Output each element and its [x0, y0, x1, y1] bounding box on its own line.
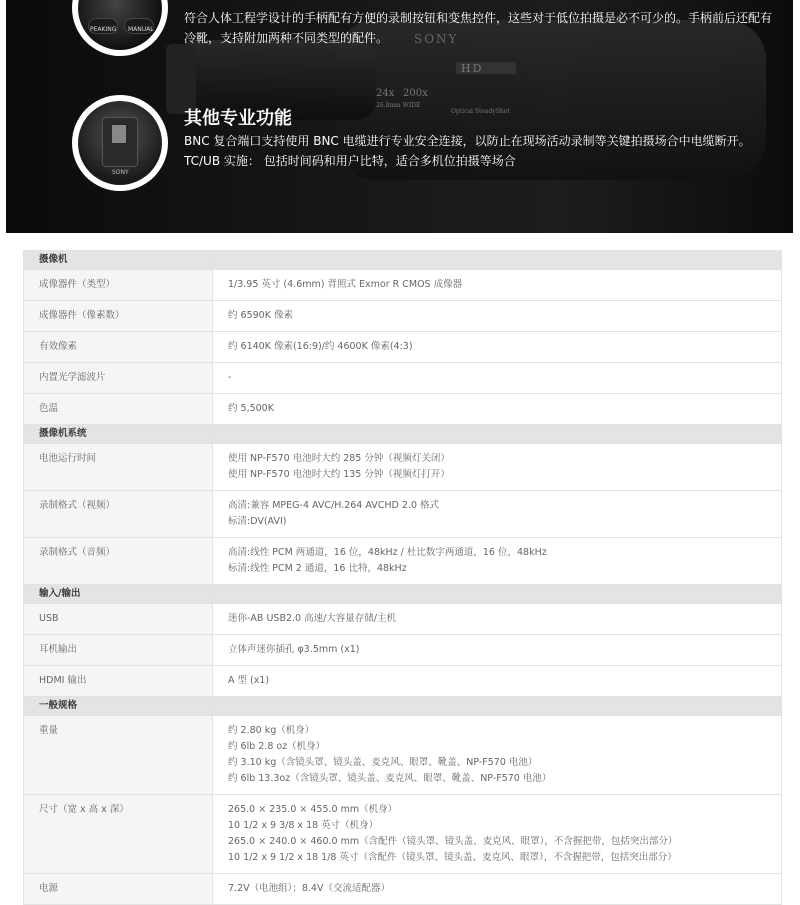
section-filler — [213, 697, 782, 716]
spec-value — [213, 394, 782, 425]
steadyshot-label: Optical SteadyShot — [451, 108, 510, 115]
rear-brand-logo: SONY — [112, 169, 129, 176]
spec-row — [24, 604, 782, 635]
spec-label: 电源 — [24, 874, 213, 905]
spec-value — [213, 604, 782, 635]
spec-value — [213, 301, 782, 332]
spec-value-line: 高清:兼容 MPEG-4 AVC/H.264 AVCHD 2.0 格式 — [228, 500, 440, 511]
spec-table — [23, 250, 782, 905]
spec-value-line: 约 3.10 kg（含镜头罩、镜头盖、麦克风、眼罩、靴盖、NP-F570 电池） — [228, 757, 538, 768]
section-title: 一般规格 — [24, 697, 213, 716]
spec-row — [24, 666, 782, 697]
spec-row — [24, 635, 782, 666]
lens-label: 26.8mm WIDE — [376, 102, 421, 109]
section-title: 输入/输出 — [24, 585, 213, 604]
spec-value-line: 约 6590K 像素 — [228, 310, 293, 321]
spec-row — [24, 394, 782, 425]
spec-value — [213, 270, 782, 301]
spec-value-line: 265.0 × 240.0 × 460.0 mm（含配件（镜头罩、镜头盖、麦克风、眼罩），不含握把带，包括突出部分） — [228, 836, 678, 847]
feature-title: 其他专业功能 — [184, 108, 292, 129]
spec-value — [213, 363, 782, 394]
spec-label: 成像器件（类型） — [24, 270, 213, 301]
spec-label: 内置光学滤波片 — [24, 363, 213, 394]
spec-value-line: 7.2V（电池组）；8.4V（交流适配器） — [228, 883, 390, 894]
spec-value-line: 约 6lb 13.3oz（含镜头罩、镜头盖、麦克风、眼罩、靴盖、NP-F570 电池） — [228, 773, 552, 784]
spec-label: 电池运行时间 — [24, 444, 213, 491]
feature-banner — [6, 0, 793, 233]
peaking-label: PEAKING — [90, 26, 117, 33]
spec-value — [213, 332, 782, 363]
spec-row — [24, 538, 782, 585]
spec-value — [213, 491, 782, 538]
spec-label: 录制格式（视频） — [24, 491, 213, 538]
spec-row — [24, 270, 782, 301]
spec-value-line: A 型 (x1) — [228, 675, 270, 686]
spec-label: 耳机输出 — [24, 635, 213, 666]
hd-logo: HD — [461, 62, 484, 75]
spec-label: USB — [24, 604, 213, 635]
grip-description-line1: 符合人体工程学设计的手柄配有方便的录制按钮和变焦控件，这些对于低位拍摄是必不可少的。手柄前后还配有 — [184, 11, 773, 25]
manual-label: MANUAL — [128, 26, 154, 33]
spec-label: 重量 — [24, 716, 213, 795]
spec-label: 成像器件（像素数） — [24, 301, 213, 332]
spec-value-line: 约 6140K 像素(16:9)/约 4600K 像素(4:3) — [228, 341, 413, 352]
spec-value-line: 迷你-AB USB2.0 高速/大容量存储/主机 — [228, 613, 396, 624]
rear-view-closeup — [72, 95, 168, 191]
spec-section-header — [24, 585, 782, 604]
spec-value-line: 使用 NP-F570 电池时大约 285 分钟（视频灯关闭） — [228, 453, 450, 464]
spec-value-line: 立体声迷你插孔 φ3.5mm (x1) — [228, 644, 360, 655]
spec-value-line: 标清:DV(AVI) — [228, 516, 287, 527]
section-title: 摄像机系统 — [24, 425, 213, 444]
section-title: 摄像机 — [24, 251, 213, 270]
spec-value — [213, 666, 782, 697]
spec-label: 尺寸（宽 x 高 x 深） — [24, 795, 213, 874]
buttons-closeup — [72, 0, 168, 56]
section-filler — [213, 585, 782, 604]
section-filler — [213, 251, 782, 270]
spec-value — [213, 635, 782, 666]
spec-value — [213, 444, 782, 491]
spec-value-line: 高清:线性 PCM 两通道，16 位，48kHz / 杜比数字两通道，16 位，48kHz — [228, 547, 547, 558]
spec-value — [213, 538, 782, 585]
brand-logo: SONY — [414, 32, 459, 46]
feature-description-line2: TC/UB 实施： 包括时间码和用户比特，适合多机位拍摄等场合 — [184, 154, 516, 168]
spec-value-line: 标清:线性 PCM 2 通道，16 比特，48kHz — [228, 563, 407, 574]
spec-value-line: 1/3.95 英寸 (4.6mm) 背照式 Exmor R CMOS 成像器 — [228, 279, 463, 290]
grip-description-line2: 冷靴，支持附加两种不同类型的配件。 — [184, 31, 389, 45]
spec-label: 录制格式（音频） — [24, 538, 213, 585]
spec-row — [24, 491, 782, 538]
spec-value — [213, 795, 782, 874]
spec-section-header — [24, 425, 782, 444]
spec-row — [24, 874, 782, 905]
zoom-label-2: 200x — [403, 88, 428, 99]
spec-value-line: 10 1/2 x 9 3/8 x 18 英寸（机身） — [228, 820, 379, 831]
spec-value-line: 约 6lb 2.8 oz（机身） — [228, 741, 326, 752]
spec-row — [24, 301, 782, 332]
spec-label: HDMI 输出 — [24, 666, 213, 697]
spec-value-line: 10 1/2 x 9 1/2 x 18 1/8 英寸（含配件（镜头罩、镜头盖、麦克风、眼罩），不含握把带，包括突出部分） — [228, 852, 677, 863]
zoom-label-1: 24x — [376, 88, 395, 99]
spec-section-header — [24, 251, 782, 270]
connector-panel — [112, 125, 126, 143]
spec-value — [213, 716, 782, 795]
spec-row — [24, 795, 782, 874]
spec-value-line: 使用 NP-F570 电池时大约 135 分钟（视频灯打开） — [228, 469, 450, 480]
spec-row — [24, 363, 782, 394]
spec-row — [24, 332, 782, 363]
spec-value — [213, 874, 782, 905]
spec-label: 色温 — [24, 394, 213, 425]
spec-label: 有效像素 — [24, 332, 213, 363]
spec-value-line: 265.0 × 235.0 × 455.0 mm（机身） — [228, 804, 398, 815]
spec-row — [24, 444, 782, 491]
spec-section-header — [24, 697, 782, 716]
feature-description-line1: BNC 复合端口支持使用 BNC 电缆进行专业安全连接，以防止在现场活动录制等关键拍摄场合中电缆断开。 — [184, 134, 751, 148]
section-filler — [213, 425, 782, 444]
spec-value-line: 约 5,500K — [228, 403, 274, 414]
spec-value-line: 约 2.80 kg（机身） — [228, 725, 315, 736]
spec-row — [24, 716, 782, 795]
spec-value-line: - — [228, 372, 232, 383]
